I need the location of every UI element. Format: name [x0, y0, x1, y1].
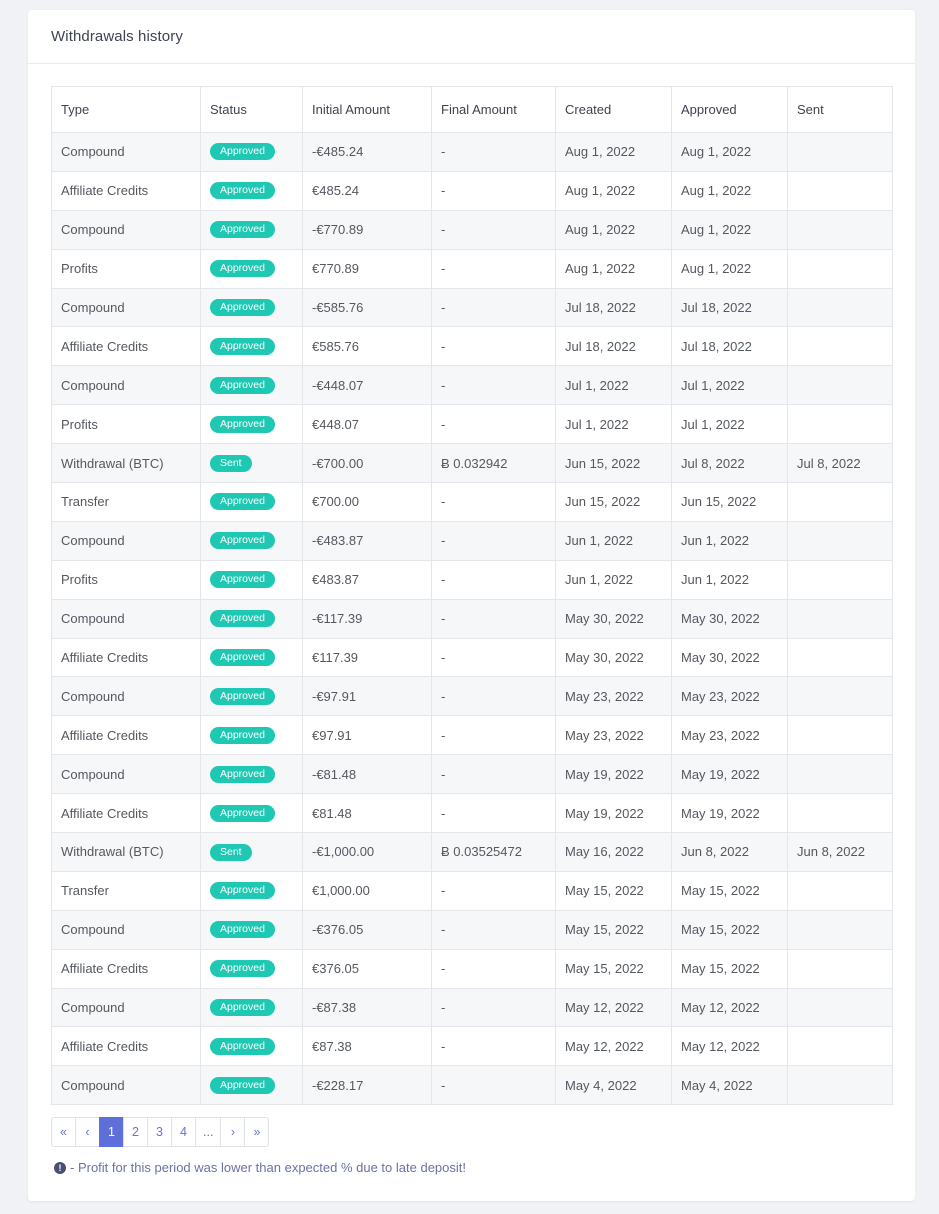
cell-initial-amount: -€228.17 [303, 1066, 432, 1105]
cell-approved: Jul 1, 2022 [672, 405, 788, 444]
cell-final-amount: - [432, 988, 556, 1027]
cell-initial-amount: €87.38 [303, 1027, 432, 1066]
table-row [52, 638, 893, 677]
cell-initial-amount: -€81.48 [303, 755, 432, 794]
cell-created: May 23, 2022 [556, 716, 672, 755]
cell-status [201, 716, 303, 755]
cell-sent [788, 405, 893, 444]
cell-status [201, 444, 303, 483]
cell-created: May 15, 2022 [556, 910, 672, 949]
cell-approved: Jul 18, 2022 [672, 327, 788, 366]
cell-type: Compound [52, 677, 201, 716]
table-row [52, 1027, 893, 1066]
next-page-button[interactable]: › [220, 1117, 245, 1147]
table-body [52, 133, 893, 1105]
cell-created: May 30, 2022 [556, 638, 672, 677]
cell-type: Compound [52, 755, 201, 794]
cell-initial-amount: €585.76 [303, 327, 432, 366]
cell-status [201, 327, 303, 366]
cell-status [201, 794, 303, 833]
cell-final-amount: Ƀ 0.032942 [432, 444, 556, 483]
cell-initial-amount: -€376.05 [303, 910, 432, 949]
cell-type: Transfer [52, 483, 201, 522]
table-row [52, 1066, 893, 1105]
cell-initial-amount: €81.48 [303, 794, 432, 833]
cell-type: Profits [52, 560, 201, 599]
cell-status [201, 210, 303, 249]
table-row [52, 871, 893, 910]
cell-status [201, 755, 303, 794]
cell-approved: May 15, 2022 [672, 910, 788, 949]
cell-sent [788, 560, 893, 599]
cell-type: Compound [52, 210, 201, 249]
cell-sent [788, 249, 893, 288]
table-row [52, 677, 893, 716]
table-row [52, 327, 893, 366]
cell-approved: May 15, 2022 [672, 871, 788, 910]
table-row [52, 483, 893, 522]
cell-sent [788, 133, 893, 172]
cell-sent [788, 949, 893, 988]
cell-created: May 15, 2022 [556, 871, 672, 910]
cell-final-amount: - [432, 949, 556, 988]
table-row [52, 794, 893, 833]
cell-type: Compound [52, 599, 201, 638]
cell-approved: Jul 1, 2022 [672, 366, 788, 405]
table-row [52, 405, 893, 444]
status-badge: Approved [210, 766, 275, 783]
table-row [52, 210, 893, 249]
status-badge: Approved [210, 299, 275, 316]
cell-status [201, 677, 303, 716]
cell-approved: Jun 8, 2022 [672, 833, 788, 872]
cell-sent [788, 871, 893, 910]
cell-final-amount: - [432, 1027, 556, 1066]
cell-status [201, 833, 303, 872]
page-3-button[interactable]: 3 [147, 1117, 172, 1147]
cell-initial-amount: -€97.91 [303, 677, 432, 716]
cell-final-amount: - [432, 521, 556, 560]
cell-approved: Aug 1, 2022 [672, 210, 788, 249]
cell-type: Affiliate Credits [52, 171, 201, 210]
cell-status [201, 133, 303, 172]
cell-approved: May 30, 2022 [672, 638, 788, 677]
cell-sent [788, 988, 893, 1027]
cell-sent [788, 1066, 893, 1105]
status-badge: Approved [210, 182, 275, 199]
cell-final-amount: - [432, 327, 556, 366]
status-badge: Approved [210, 260, 275, 277]
cell-approved: May 12, 2022 [672, 1027, 788, 1066]
table-row [52, 366, 893, 405]
table-row [52, 444, 893, 483]
status-badge: Approved [210, 143, 275, 160]
cell-type: Affiliate Credits [52, 716, 201, 755]
table-row [52, 521, 893, 560]
page-4-button[interactable]: 4 [171, 1117, 196, 1147]
cell-created: Jun 1, 2022 [556, 560, 672, 599]
cell-type: Profits [52, 249, 201, 288]
pagination [51, 1117, 269, 1147]
cell-initial-amount: €700.00 [303, 483, 432, 522]
cell-final-amount: - [432, 560, 556, 599]
status-badge: Approved [210, 416, 275, 433]
table-row [52, 755, 893, 794]
cell-initial-amount: €770.89 [303, 249, 432, 288]
cell-sent: Jul 8, 2022 [788, 444, 893, 483]
table-row [52, 171, 893, 210]
column-header-status: Status [201, 87, 303, 133]
card-title: Withdrawals history [51, 28, 183, 45]
page-ellipsis: ... [195, 1117, 221, 1147]
cell-initial-amount: €483.87 [303, 560, 432, 599]
status-badge: Approved [210, 338, 275, 355]
cell-approved: May 19, 2022 [672, 755, 788, 794]
status-badge: Approved [210, 960, 275, 977]
status-badge: Approved [210, 610, 275, 627]
cell-approved: Jun 1, 2022 [672, 560, 788, 599]
cell-approved: May 23, 2022 [672, 716, 788, 755]
cell-initial-amount: -€770.89 [303, 210, 432, 249]
cell-final-amount: - [432, 599, 556, 638]
cell-sent [788, 1027, 893, 1066]
cell-type: Affiliate Credits [52, 327, 201, 366]
cell-type: Compound [52, 133, 201, 172]
cell-status [201, 366, 303, 405]
table-row [52, 833, 893, 872]
status-badge: Approved [210, 727, 275, 744]
cell-type: Affiliate Credits [52, 638, 201, 677]
cell-status [201, 1066, 303, 1105]
cell-final-amount: - [432, 794, 556, 833]
cell-final-amount: - [432, 405, 556, 444]
cell-final-amount: - [432, 638, 556, 677]
cell-approved: Jul 8, 2022 [672, 444, 788, 483]
cell-created: May 30, 2022 [556, 599, 672, 638]
cell-initial-amount: €117.39 [303, 638, 432, 677]
cell-initial-amount: -€87.38 [303, 988, 432, 1027]
cell-type: Compound [52, 1066, 201, 1105]
cell-initial-amount: -€585.76 [303, 288, 432, 327]
column-header-type: Type [52, 87, 201, 133]
cell-initial-amount: €376.05 [303, 949, 432, 988]
cell-created: Jul 18, 2022 [556, 288, 672, 327]
cell-type: Withdrawal (BTC) [52, 833, 201, 872]
cell-final-amount: - [432, 288, 556, 327]
cell-created: Aug 1, 2022 [556, 210, 672, 249]
cell-initial-amount: -€700.00 [303, 444, 432, 483]
profit-note [54, 1160, 466, 1175]
withdrawals-table [51, 86, 893, 1105]
cell-approved: Aug 1, 2022 [672, 171, 788, 210]
cell-approved: May 23, 2022 [672, 677, 788, 716]
cell-status [201, 171, 303, 210]
table-row [52, 249, 893, 288]
column-header-created: Created [556, 87, 672, 133]
cell-final-amount: - [432, 483, 556, 522]
cell-sent [788, 288, 893, 327]
status-badge: Approved [210, 882, 275, 899]
cell-sent [788, 599, 893, 638]
cell-final-amount: - [432, 677, 556, 716]
cell-created: May 15, 2022 [556, 949, 672, 988]
cell-created: Aug 1, 2022 [556, 133, 672, 172]
cell-type: Compound [52, 988, 201, 1027]
cell-final-amount: - [432, 871, 556, 910]
cell-type: Affiliate Credits [52, 1027, 201, 1066]
header-row [52, 87, 893, 133]
status-badge: Approved [210, 805, 275, 822]
cell-approved: Jun 1, 2022 [672, 521, 788, 560]
table-header [52, 87, 893, 133]
last-page-button[interactable]: » [244, 1117, 269, 1147]
cell-created: May 4, 2022 [556, 1066, 672, 1105]
table-row [52, 910, 893, 949]
cell-status [201, 288, 303, 327]
prev-page-button[interactable]: ‹ [75, 1117, 100, 1147]
cell-final-amount: - [432, 716, 556, 755]
cell-created: May 12, 2022 [556, 988, 672, 1027]
cell-approved: May 12, 2022 [672, 988, 788, 1027]
table-row [52, 560, 893, 599]
status-badge: Sent [210, 844, 252, 861]
cell-status [201, 988, 303, 1027]
cell-sent: Jun 8, 2022 [788, 833, 893, 872]
page-2-button[interactable]: 2 [123, 1117, 148, 1147]
cell-final-amount: - [432, 210, 556, 249]
cell-sent [788, 521, 893, 560]
cell-initial-amount: -€448.07 [303, 366, 432, 405]
cell-approved: May 4, 2022 [672, 1066, 788, 1105]
card-header [28, 10, 915, 64]
status-badge: Approved [210, 532, 275, 549]
cell-created: May 19, 2022 [556, 794, 672, 833]
cell-approved: May 19, 2022 [672, 794, 788, 833]
cell-type: Transfer [52, 871, 201, 910]
cell-created: May 19, 2022 [556, 755, 672, 794]
cell-sent [788, 716, 893, 755]
cell-status [201, 483, 303, 522]
table-row [52, 988, 893, 1027]
cell-sent [788, 366, 893, 405]
cell-type: Profits [52, 405, 201, 444]
column-header-final-amount: Final Amount [432, 87, 556, 133]
cell-status [201, 405, 303, 444]
status-badge: Approved [210, 571, 275, 588]
cell-status [201, 871, 303, 910]
status-badge: Sent [210, 455, 252, 472]
cell-final-amount: - [432, 755, 556, 794]
cell-status [201, 599, 303, 638]
cell-initial-amount: -€483.87 [303, 521, 432, 560]
withdrawals-card [28, 10, 915, 1201]
cell-created: May 12, 2022 [556, 1027, 672, 1066]
status-badge: Approved [210, 493, 275, 510]
cell-status [201, 249, 303, 288]
column-header-approved: Approved [672, 87, 788, 133]
cell-initial-amount: €448.07 [303, 405, 432, 444]
cell-initial-amount: €1,000.00 [303, 871, 432, 910]
cell-status [201, 910, 303, 949]
cell-created: Jul 1, 2022 [556, 405, 672, 444]
cell-created: Jun 1, 2022 [556, 521, 672, 560]
cell-final-amount: - [432, 1066, 556, 1105]
cell-type: Compound [52, 910, 201, 949]
cell-initial-amount: €485.24 [303, 171, 432, 210]
cell-approved: Jun 15, 2022 [672, 483, 788, 522]
cell-approved: Aug 1, 2022 [672, 133, 788, 172]
cell-sent [788, 638, 893, 677]
cell-created: May 16, 2022 [556, 833, 672, 872]
cell-sent [788, 210, 893, 249]
cell-final-amount: Ƀ 0.03525472 [432, 833, 556, 872]
cell-approved: Jul 18, 2022 [672, 288, 788, 327]
cell-sent [788, 794, 893, 833]
table-row [52, 949, 893, 988]
page-1-button[interactable]: 1 [99, 1117, 124, 1147]
cell-approved: Aug 1, 2022 [672, 249, 788, 288]
cell-sent [788, 483, 893, 522]
cell-created: Jun 15, 2022 [556, 444, 672, 483]
first-page-button[interactable]: « [51, 1117, 76, 1147]
status-badge: Approved [210, 999, 275, 1016]
cell-status [201, 1027, 303, 1066]
status-badge: Approved [210, 221, 275, 238]
status-badge: Approved [210, 1077, 275, 1094]
cell-final-amount: - [432, 133, 556, 172]
cell-initial-amount: -€117.39 [303, 599, 432, 638]
status-badge: Approved [210, 377, 275, 394]
table-row [52, 133, 893, 172]
cell-approved: May 30, 2022 [672, 599, 788, 638]
table-row [52, 288, 893, 327]
cell-final-amount: - [432, 910, 556, 949]
cell-type: Affiliate Credits [52, 794, 201, 833]
cell-final-amount: - [432, 366, 556, 405]
cell-approved: May 15, 2022 [672, 949, 788, 988]
cell-type: Affiliate Credits [52, 949, 201, 988]
status-badge: Approved [210, 921, 275, 938]
table-row [52, 716, 893, 755]
cell-status [201, 949, 303, 988]
cell-created: Jul 1, 2022 [556, 366, 672, 405]
cell-created: Jul 18, 2022 [556, 327, 672, 366]
cell-sent [788, 755, 893, 794]
cell-initial-amount: -€1,000.00 [303, 833, 432, 872]
cell-sent [788, 910, 893, 949]
note-text: - Profit for this period was lower than expected % due to late deposit! [70, 1160, 466, 1175]
cell-type: Compound [52, 366, 201, 405]
cell-status [201, 521, 303, 560]
cell-status [201, 560, 303, 599]
cell-sent [788, 327, 893, 366]
status-badge: Approved [210, 688, 275, 705]
table-row [52, 599, 893, 638]
cell-created: Aug 1, 2022 [556, 171, 672, 210]
column-header-sent: Sent [788, 87, 893, 133]
cell-created: Jun 15, 2022 [556, 483, 672, 522]
cell-status [201, 638, 303, 677]
cell-type: Compound [52, 521, 201, 560]
cell-type: Withdrawal (BTC) [52, 444, 201, 483]
cell-final-amount: - [432, 171, 556, 210]
column-header-initial-amount: Initial Amount [303, 87, 432, 133]
cell-created: May 23, 2022 [556, 677, 672, 716]
cell-initial-amount: -€485.24 [303, 133, 432, 172]
status-badge: Approved [210, 1038, 275, 1055]
exclamation-circle-icon: ! [54, 1162, 66, 1174]
cell-type: Compound [52, 288, 201, 327]
status-badge: Approved [210, 649, 275, 666]
cell-final-amount: - [432, 249, 556, 288]
cell-sent [788, 171, 893, 210]
cell-created: Aug 1, 2022 [556, 249, 672, 288]
cell-sent [788, 677, 893, 716]
cell-initial-amount: €97.91 [303, 716, 432, 755]
